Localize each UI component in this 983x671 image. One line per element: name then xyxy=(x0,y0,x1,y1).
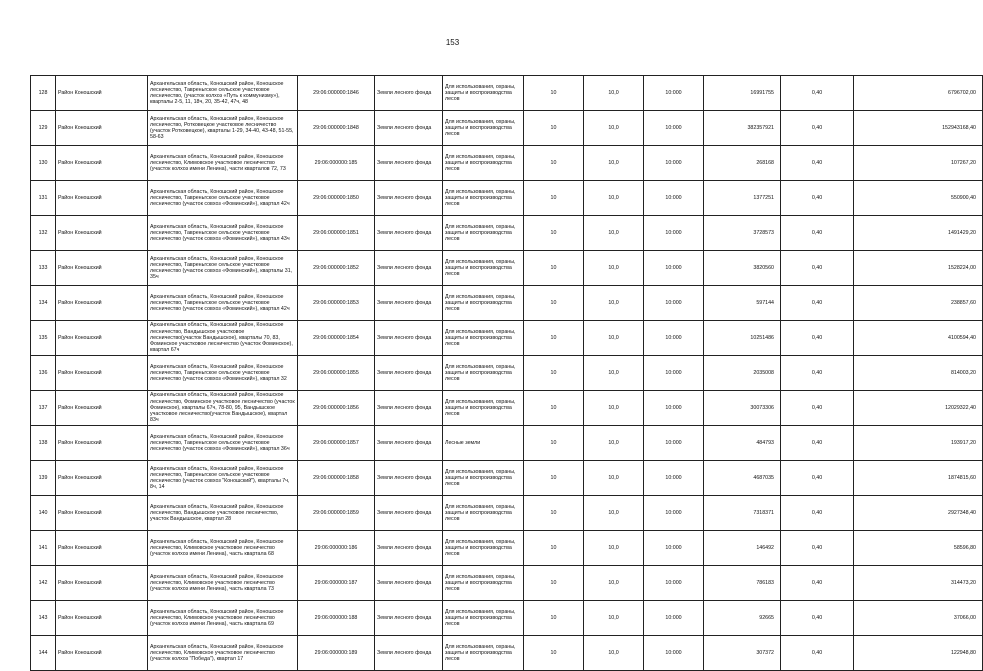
value-cell-3: 10:000 xyxy=(644,76,704,111)
cadastral-value-cell: 597144 xyxy=(704,286,781,321)
value-cell-1: 10 xyxy=(524,251,584,286)
table-row xyxy=(31,601,983,636)
tax-rate-cell: 0,40 xyxy=(781,601,854,636)
tax-rate-cell: 0,40 xyxy=(781,531,854,566)
row-number: 134 xyxy=(31,286,56,321)
address-cell: Архангельская область, Коношский район, Коношское лесничество, Климовское участковое лесничество (участок колхоз имени Ленина), часть квартала 73 xyxy=(148,566,298,601)
cadastral-number-cell: 29:06:000000:188 xyxy=(298,601,375,636)
permitted-use-cell: Для использования, охраны, защиты и воспроизводства лесов xyxy=(443,356,524,391)
value-cell-1: 10 xyxy=(524,146,584,181)
row-number: 129 xyxy=(31,111,56,146)
cadastral-value-cell: 7318371 xyxy=(704,496,781,531)
cadastral-number-cell: 29:06:000000:1858 xyxy=(298,461,375,496)
cadastral-value-cell: 382357921 xyxy=(704,111,781,146)
cadastral-number-cell: 29:06:000000:1854 xyxy=(298,321,375,356)
tax-rate-cell: 0,40 xyxy=(781,76,854,111)
row-number: 144 xyxy=(31,636,56,671)
cadastral-value-cell: 307372 xyxy=(704,636,781,671)
row-number: 138 xyxy=(31,426,56,461)
table-row xyxy=(31,356,983,391)
region-cell: Район Коношский xyxy=(56,111,148,146)
value-cell-3: 10:000 xyxy=(644,426,704,461)
value-cell-1: 10 xyxy=(524,76,584,111)
region-cell: Район Коношский xyxy=(56,496,148,531)
row-number: 132 xyxy=(31,216,56,251)
land-category-cell: Земли лесного фонда xyxy=(375,146,443,181)
cadastral-value-cell: 1377251 xyxy=(704,181,781,216)
tax-amount-cell: 193917,20 xyxy=(854,426,983,461)
permitted-use-cell: Для использования, охраны, защиты и воспроизводства лесов xyxy=(443,496,524,531)
tax-rate-cell: 0,40 xyxy=(781,356,854,391)
tax-rate-cell: 0,40 xyxy=(781,391,854,426)
region-cell: Район Коношский xyxy=(56,461,148,496)
tax-amount-cell: 1491429,20 xyxy=(854,216,983,251)
cadastral-number-cell: 29:06:000000:189 xyxy=(298,636,375,671)
address-cell: Архангельская область, Коношский район, Коношское лесничество, Тавреньгское сельское участковое лесничество (участок совхоз «Фоминский»), квартал 42ч xyxy=(148,181,298,216)
cadastral-value-cell: 268168 xyxy=(704,146,781,181)
tax-amount-cell: 58596,80 xyxy=(854,531,983,566)
tax-amount-cell: 238857,60 xyxy=(854,286,983,321)
tax-amount-cell: 107267,20 xyxy=(854,146,983,181)
cadastral-value-cell: 30073306 xyxy=(704,391,781,426)
permitted-use-cell: Для использования, охраны, защиты и воспроизводства лесов xyxy=(443,601,524,636)
cadastral-number-cell: 29:06:000000:1850 xyxy=(298,181,375,216)
value-cell-2: 10,0 xyxy=(584,461,644,496)
permitted-use-cell: Для использования, охраны, защиты и воспроизводства лесов xyxy=(443,251,524,286)
region-cell: Район Коношский xyxy=(56,146,148,181)
value-cell-3: 10:000 xyxy=(644,461,704,496)
region-cell: Район Коношский xyxy=(56,321,148,356)
value-cell-3: 10:000 xyxy=(644,356,704,391)
cadastral-value-cell: 92665 xyxy=(704,601,781,636)
land-category-cell: Земли лесного фонда xyxy=(375,76,443,111)
row-number: 142 xyxy=(31,566,56,601)
tax-rate-cell: 0,40 xyxy=(781,286,854,321)
value-cell-3: 10:000 xyxy=(644,391,704,426)
tax-rate-cell: 0,40 xyxy=(781,146,854,181)
value-cell-2: 10,0 xyxy=(584,216,644,251)
value-cell-2: 10,0 xyxy=(584,146,644,181)
table-row xyxy=(31,426,983,461)
permitted-use-cell: Для использования, охраны, защиты и воспроизводства лесов xyxy=(443,181,524,216)
row-number: 143 xyxy=(31,601,56,636)
value-cell-2: 10,0 xyxy=(584,356,644,391)
permitted-use-cell: Для использования, охраны, защиты и воспроизводства лесов xyxy=(443,636,524,671)
permitted-use-cell: Для использования, охраны, защиты и воспроизводства лесов xyxy=(443,286,524,321)
cadastral-number-cell: 29:06:000000:1857 xyxy=(298,426,375,461)
tax-rate-cell: 0,40 xyxy=(781,251,854,286)
table-row xyxy=(31,286,983,321)
value-cell-2: 10,0 xyxy=(584,111,644,146)
value-cell-1: 10 xyxy=(524,426,584,461)
table-row xyxy=(31,76,983,111)
region-cell: Район Коношский xyxy=(56,426,148,461)
address-cell: Архангельская область, Коношский район, Коношское лесничество, Климовское участковое лесничество (участок колхоз "Победа"), квартал 17 xyxy=(148,636,298,671)
cadastral-number-cell: 29:06:000000:1846 xyxy=(298,76,375,111)
table-row xyxy=(31,636,983,671)
tax-amount-cell: 814003,20 xyxy=(854,356,983,391)
value-cell-3: 10:000 xyxy=(644,216,704,251)
land-category-cell: Земли лесного фонда xyxy=(375,531,443,566)
permitted-use-cell: Для использования, охраны, защиты и воспроизводства лесов xyxy=(443,566,524,601)
land-category-cell: Земли лесного фонда xyxy=(375,636,443,671)
address-cell: Архангельская область, Коношский район, Коношское лесничество, Климовское участковое лесничество (участок колхоз имени Ленина), часть квартала 69 xyxy=(148,601,298,636)
row-number: 133 xyxy=(31,251,56,286)
cadastral-number-cell: 29:06:000000:187 xyxy=(298,566,375,601)
value-cell-2: 10,0 xyxy=(584,566,644,601)
tax-amount-cell: 314473,20 xyxy=(854,566,983,601)
permitted-use-cell: Для использования, охраны, защиты и воспроизводства лесов xyxy=(443,216,524,251)
value-cell-1: 10 xyxy=(524,356,584,391)
land-registry-table xyxy=(30,75,983,671)
value-cell-2: 10,0 xyxy=(584,426,644,461)
address-cell: Архангельская область, Коношский район, Коношское лесничество, Климовское участковое лесничество (участок колхоз имени Ленина), части кварталов 72, 73 xyxy=(148,146,298,181)
region-cell: Район Коношский xyxy=(56,636,148,671)
land-category-cell: Земли лесного фонда xyxy=(375,181,443,216)
value-cell-1: 10 xyxy=(524,286,584,321)
cadastral-number-cell: 29:06:000000:1851 xyxy=(298,216,375,251)
land-category-cell: Земли лесного фонда xyxy=(375,321,443,356)
tax-rate-cell: 0,40 xyxy=(781,496,854,531)
address-cell: Архангельская область, Коношский район, Коношское лесничество, Тавреньгское сельское участковое лесничество (участок совхоз «Фоминский»), квартал 42ч xyxy=(148,286,298,321)
row-number: 139 xyxy=(31,461,56,496)
value-cell-2: 10,0 xyxy=(584,76,644,111)
cadastral-number-cell: 29:06:000000:1855 xyxy=(298,356,375,391)
table-row xyxy=(31,181,983,216)
cadastral-value-cell: 2035008 xyxy=(704,356,781,391)
tax-rate-cell: 0,40 xyxy=(781,426,854,461)
tax-rate-cell: 0,40 xyxy=(781,181,854,216)
address-cell: Архангельская область, Коношский район, Коношское лесничество, Вандышское участковое лесничество(участок Вандышское), кварталы 70, 83, Фоминское участковое лесничество (участок Фоминское), квартал 67ч xyxy=(148,321,298,356)
row-number: 136 xyxy=(31,356,56,391)
row-number: 130 xyxy=(31,146,56,181)
cadastral-number-cell: 29:06:000000:1852 xyxy=(298,251,375,286)
address-cell: Архангельская область, Коношский район, Коношское лесничество, Тавреньгское сельское участковое лесничество (участок совхоз «Фоминский»), кварталы 31, 35ч xyxy=(148,251,298,286)
tax-amount-cell: 152943168,40 xyxy=(854,111,983,146)
value-cell-1: 10 xyxy=(524,531,584,566)
value-cell-2: 10,0 xyxy=(584,286,644,321)
table-row xyxy=(31,111,983,146)
page-number: 153 xyxy=(445,38,460,47)
land-category-cell: Земли лесного фонда xyxy=(375,391,443,426)
table-row xyxy=(31,566,983,601)
table-row xyxy=(31,391,983,426)
row-number: 141 xyxy=(31,531,56,566)
table-row xyxy=(31,531,983,566)
permitted-use-cell: Для использования, охраны, защиты и воспроизводства лесов xyxy=(443,391,524,426)
value-cell-1: 10 xyxy=(524,601,584,636)
value-cell-1: 10 xyxy=(524,496,584,531)
address-cell: Архангельская область, Коношский район, Коношское лесничество, Тавреньгское сельское участковое лесничество (участок совхоз «Фоминский»), квартал 36ч xyxy=(148,426,298,461)
value-cell-3: 10:000 xyxy=(644,566,704,601)
cadastral-value-cell: 484793 xyxy=(704,426,781,461)
value-cell-1: 10 xyxy=(524,461,584,496)
row-number: 135 xyxy=(31,321,56,356)
address-cell: Архангельская область, Коношский район, Коношское лесничество, Тавреньгское сельское участковое лесничество (участок совхоз «Фоминский»), квартал 32 xyxy=(148,356,298,391)
permitted-use-cell: Для использования, охраны, защиты и воспроизводства лесов xyxy=(443,111,524,146)
value-cell-1: 10 xyxy=(524,391,584,426)
value-cell-3: 10:000 xyxy=(644,601,704,636)
address-cell: Архангельская область, Коношский район, Коношское лесничество, Климовское участковое лесничество (участок колхоз имени Ленина), часть квартала 68 xyxy=(148,531,298,566)
tax-rate-cell: 0,40 xyxy=(781,216,854,251)
land-category-cell: Земли лесного фонда xyxy=(375,496,443,531)
value-cell-2: 10,0 xyxy=(584,251,644,286)
value-cell-3: 10:000 xyxy=(644,321,704,356)
value-cell-2: 10,0 xyxy=(584,636,644,671)
row-number: 137 xyxy=(31,391,56,426)
region-cell: Район Коношский xyxy=(56,286,148,321)
cadastral-value-cell: 3728573 xyxy=(704,216,781,251)
cadastral-value-cell: 3820560 xyxy=(704,251,781,286)
tax-amount-cell: 122948,80 xyxy=(854,636,983,671)
cadastral-number-cell: 29:06:000000:1848 xyxy=(298,111,375,146)
cadastral-value-cell: 146492 xyxy=(704,531,781,566)
table-row xyxy=(31,461,983,496)
permitted-use-cell: Для использования, охраны, защиты и воспроизводства лесов xyxy=(443,461,524,496)
cadastral-number-cell: 29:06:000000:1856 xyxy=(298,391,375,426)
tax-rate-cell: 0,40 xyxy=(781,321,854,356)
table-body xyxy=(31,76,983,671)
value-cell-1: 10 xyxy=(524,566,584,601)
land-category-cell: Земли лесного фонда xyxy=(375,426,443,461)
tax-amount-cell: 550900,40 xyxy=(854,181,983,216)
row-number: 128 xyxy=(31,76,56,111)
address-cell: Архангельская область, Коношский район, Коношское лесничество, Тавреньгское сельское участковое лесничество (участок совхоз «Фоминский»), квартал 43ч xyxy=(148,216,298,251)
cadastral-number-cell: 29:06:000000:1859 xyxy=(298,496,375,531)
value-cell-2: 10,0 xyxy=(584,391,644,426)
region-cell: Район Коношский xyxy=(56,356,148,391)
land-category-cell: Земли лесного фонда xyxy=(375,216,443,251)
value-cell-3: 10:000 xyxy=(644,286,704,321)
permitted-use-cell: Для использования, охраны, защиты и воспроизводства лесов xyxy=(443,76,524,111)
tax-amount-cell: 1528224,00 xyxy=(854,251,983,286)
tax-amount-cell: 1874815,60 xyxy=(854,461,983,496)
land-category-cell: Земли лесного фонда xyxy=(375,601,443,636)
tax-amount-cell: 12029322,40 xyxy=(854,391,983,426)
value-cell-2: 10,0 xyxy=(584,496,644,531)
permitted-use-cell: Лесные земли xyxy=(443,426,524,461)
value-cell-3: 10:000 xyxy=(644,146,704,181)
region-cell: Район Коношский xyxy=(56,391,148,426)
row-number: 140 xyxy=(31,496,56,531)
value-cell-2: 10,0 xyxy=(584,601,644,636)
value-cell-1: 10 xyxy=(524,216,584,251)
table-row xyxy=(31,146,983,181)
value-cell-3: 10:000 xyxy=(644,496,704,531)
value-cell-1: 10 xyxy=(524,111,584,146)
land-category-cell: Земли лесного фонда xyxy=(375,251,443,286)
cadastral-value-cell: 10251486 xyxy=(704,321,781,356)
tax-rate-cell: 0,40 xyxy=(781,636,854,671)
value-cell-1: 10 xyxy=(524,636,584,671)
region-cell: Район Коношский xyxy=(56,181,148,216)
value-cell-3: 10:000 xyxy=(644,181,704,216)
value-cell-3: 10:000 xyxy=(644,531,704,566)
permitted-use-cell: Для использования, охраны, защиты и воспроизводства лесов xyxy=(443,146,524,181)
value-cell-3: 10:000 xyxy=(644,251,704,286)
row-number: 131 xyxy=(31,181,56,216)
tax-amount-cell: 37066,00 xyxy=(854,601,983,636)
value-cell-3: 10:000 xyxy=(644,111,704,146)
value-cell-3: 10:000 xyxy=(644,636,704,671)
region-cell: Район Коношский xyxy=(56,216,148,251)
cadastral-value-cell: 786183 xyxy=(704,566,781,601)
land-category-cell: Земли лесного фонда xyxy=(375,111,443,146)
address-cell: Архангельская область, Коношский район, Коношское лесничество, Ротковецкое участковое лесничество (участок Ротковецкое), кварталы 1-29, 34-40, 43-48, 51-55, 58-63 xyxy=(148,111,298,146)
address-cell: Архангельская область, Коношский район, Коношское лесничество, Вандышское участковое лесничество, участок Вандышское, квартал 28 xyxy=(148,496,298,531)
cadastral-value-cell: 16991755 xyxy=(704,76,781,111)
tax-rate-cell: 0,40 xyxy=(781,461,854,496)
address-cell: Архангельская область, Коношский район, Коношское лесничество, Фоминское участковое лесничество (участок Фоминское), кварталы 67ч, 78-80, 95, Вандышское участковое лесничество(участок Вандышское), квартал 83ч xyxy=(148,391,298,426)
land-category-cell: Земли лесного фонда xyxy=(375,566,443,601)
tax-amount-cell: 4100594,40 xyxy=(854,321,983,356)
table-row xyxy=(31,496,983,531)
land-category-cell: Земли лесного фонда xyxy=(375,461,443,496)
cadastral-value-cell: 4687035 xyxy=(704,461,781,496)
table-row xyxy=(31,216,983,251)
address-cell: Архангельская область, Коношский район, Коношское лесничество, Тавреньгское сельское участковое лесничество, (участок колхоз «Путь к коммунизму»), кварталы 2-5, 11, 18ч, 20, 35-42, 47ч, 48 xyxy=(148,76,298,111)
region-cell: Район Коношский xyxy=(56,601,148,636)
cadastral-number-cell: 29:06:000000:185 xyxy=(298,146,375,181)
land-category-cell: Земли лесного фонда xyxy=(375,286,443,321)
land-category-cell: Земли лесного фонда xyxy=(375,356,443,391)
region-cell: Район Коношский xyxy=(56,531,148,566)
value-cell-2: 10,0 xyxy=(584,181,644,216)
region-cell: Район Коношский xyxy=(56,76,148,111)
tax-amount-cell: 6796702,00 xyxy=(854,76,983,111)
value-cell-2: 10,0 xyxy=(584,321,644,356)
tax-rate-cell: 0,40 xyxy=(781,566,854,601)
region-cell: Район Коношский xyxy=(56,251,148,286)
value-cell-2: 10,0 xyxy=(584,531,644,566)
permitted-use-cell: Для использования, охраны, защиты и воспроизводства лесов xyxy=(443,321,524,356)
value-cell-1: 10 xyxy=(524,321,584,356)
region-cell: Район Коношский xyxy=(56,566,148,601)
tax-amount-cell: 2927348,40 xyxy=(854,496,983,531)
tax-rate-cell: 0,40 xyxy=(781,111,854,146)
permitted-use-cell: Для использования, охраны, защиты и воспроизводства лесов xyxy=(443,531,524,566)
table-row xyxy=(31,251,983,286)
address-cell: Архангельская область, Коношский район, Коношское лесничество, Тавреньгское сельское участковое лесничество (участок совхоз "Коношский"), кварталы 7ч, 8ч, 14 xyxy=(148,461,298,496)
value-cell-1: 10 xyxy=(524,181,584,216)
table-row xyxy=(31,321,983,356)
cadastral-number-cell: 29:06:000000:186 xyxy=(298,531,375,566)
cadastral-number-cell: 29:06:000000:1853 xyxy=(298,286,375,321)
